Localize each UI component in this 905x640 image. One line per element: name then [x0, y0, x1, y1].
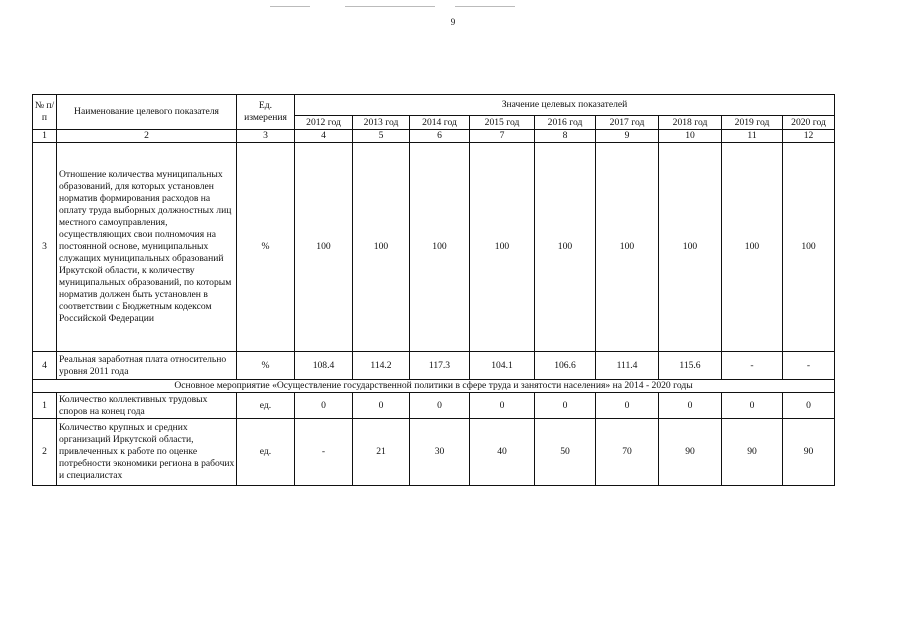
indicator-value: 100 [722, 143, 783, 352]
row-num: 1 [33, 393, 57, 419]
column-number: 11 [722, 130, 783, 143]
indicator-value: 0 [783, 393, 835, 419]
header-name: Наименование целевого показателя [57, 95, 237, 130]
indicator-value: 0 [470, 393, 535, 419]
column-number: 2 [57, 130, 237, 143]
indicator-value: 104.1 [470, 352, 535, 380]
indicator-value: 100 [295, 143, 353, 352]
column-numbers-row [33, 130, 835, 143]
indicator-value: 90 [659, 419, 722, 486]
header-num: № п/п [33, 95, 57, 130]
indicator-value: 106.6 [535, 352, 596, 380]
indicator-value: 21 [353, 419, 410, 486]
target-indicators-table [32, 94, 835, 486]
indicator-value: 40 [470, 419, 535, 486]
indicator-name: Количество коллективных трудовых споров на конец года [57, 393, 237, 419]
indicator-value: 90 [722, 419, 783, 486]
table-row [33, 419, 835, 486]
header-year: 2020 год [783, 116, 835, 130]
indicator-value: - [295, 419, 353, 486]
indicator-value: 0 [596, 393, 659, 419]
indicator-value: 0 [295, 393, 353, 419]
row-num: 4 [33, 352, 57, 380]
indicator-value: 100 [783, 143, 835, 352]
indicator-value: 100 [353, 143, 410, 352]
table-row [33, 352, 835, 380]
header-unit: Ед. измерения [237, 95, 295, 130]
column-number: 12 [783, 130, 835, 143]
column-number: 1 [33, 130, 57, 143]
indicator-value: 0 [659, 393, 722, 419]
indicator-value: 70 [596, 419, 659, 486]
column-number: 10 [659, 130, 722, 143]
page-number: 9 [450, 17, 456, 27]
indicator-value: 50 [535, 419, 596, 486]
indicator-name: Количество крупных и средних организаций Иркутской области, привлеченных к работе по оценке потребности экономики региона в рабочих и специалистах [57, 419, 237, 486]
header-values-group: Значение целевых показателей [295, 95, 835, 116]
indicator-value: - [722, 352, 783, 380]
indicator-value: 111.4 [596, 352, 659, 380]
indicator-value: 115.6 [659, 352, 722, 380]
table-row [33, 143, 835, 352]
header-year: 2019 год [722, 116, 783, 130]
table-row [33, 393, 835, 419]
scan-artifact [345, 6, 435, 7]
column-number: 6 [410, 130, 470, 143]
header-year: 2013 год [353, 116, 410, 130]
indicator-value: 114.2 [353, 352, 410, 380]
column-number: 4 [295, 130, 353, 143]
header-year: 2018 год [659, 116, 722, 130]
section-row [33, 380, 835, 393]
header-year: 2014 год [410, 116, 470, 130]
indicator-value: - [783, 352, 835, 380]
row-num: 3 [33, 143, 57, 352]
indicator-name: Отношение количества муниципальных образований, для которых установлен норматив формирования расходов на оплату труда выборных должностных лиц местного самоуправления, осуществляющих свои полномочия на постоянной основе, муниципальных служащих муниципальных образований Иркутской области, к количеству муниципальных образований, по которым норматив должен быть установлен в соответствии с Бюджетным кодексом Российской Федерации [57, 143, 237, 352]
indicator-value: 30 [410, 419, 470, 486]
scan-artifact [270, 6, 310, 7]
indicator-value: 108.4 [295, 352, 353, 380]
indicator-unit: % [237, 352, 295, 380]
column-number: 7 [470, 130, 535, 143]
indicator-value: 0 [410, 393, 470, 419]
indicator-value: 100 [659, 143, 722, 352]
indicator-value: 100 [535, 143, 596, 352]
header-year: 2015 год [470, 116, 535, 130]
scan-artifact [455, 6, 515, 7]
header-year: 2012 год [295, 116, 353, 130]
row-num: 2 [33, 419, 57, 486]
indicator-value: 90 [783, 419, 835, 486]
indicator-unit: ед. [237, 393, 295, 419]
indicator-value: 0 [722, 393, 783, 419]
indicator-value: 0 [353, 393, 410, 419]
section-title: Основное мероприятие «Осуществление государственной политики в сфере труда и занятости населения» на 2014 - 2020 годы [33, 380, 835, 393]
header-row [33, 95, 835, 116]
column-number: 8 [535, 130, 596, 143]
header-year: 2017 год [596, 116, 659, 130]
column-number: 5 [353, 130, 410, 143]
column-number: 9 [596, 130, 659, 143]
indicator-unit: ед. [237, 419, 295, 486]
indicator-name: Реальная заработная плата относительно уровня 2011 года [57, 352, 237, 380]
indicator-value: 0 [535, 393, 596, 419]
indicator-value: 100 [470, 143, 535, 352]
column-number: 3 [237, 130, 295, 143]
indicator-value: 100 [410, 143, 470, 352]
indicator-value: 117.3 [410, 352, 470, 380]
header-year: 2016 год [535, 116, 596, 130]
indicator-value: 100 [596, 143, 659, 352]
indicator-unit: % [237, 143, 295, 352]
